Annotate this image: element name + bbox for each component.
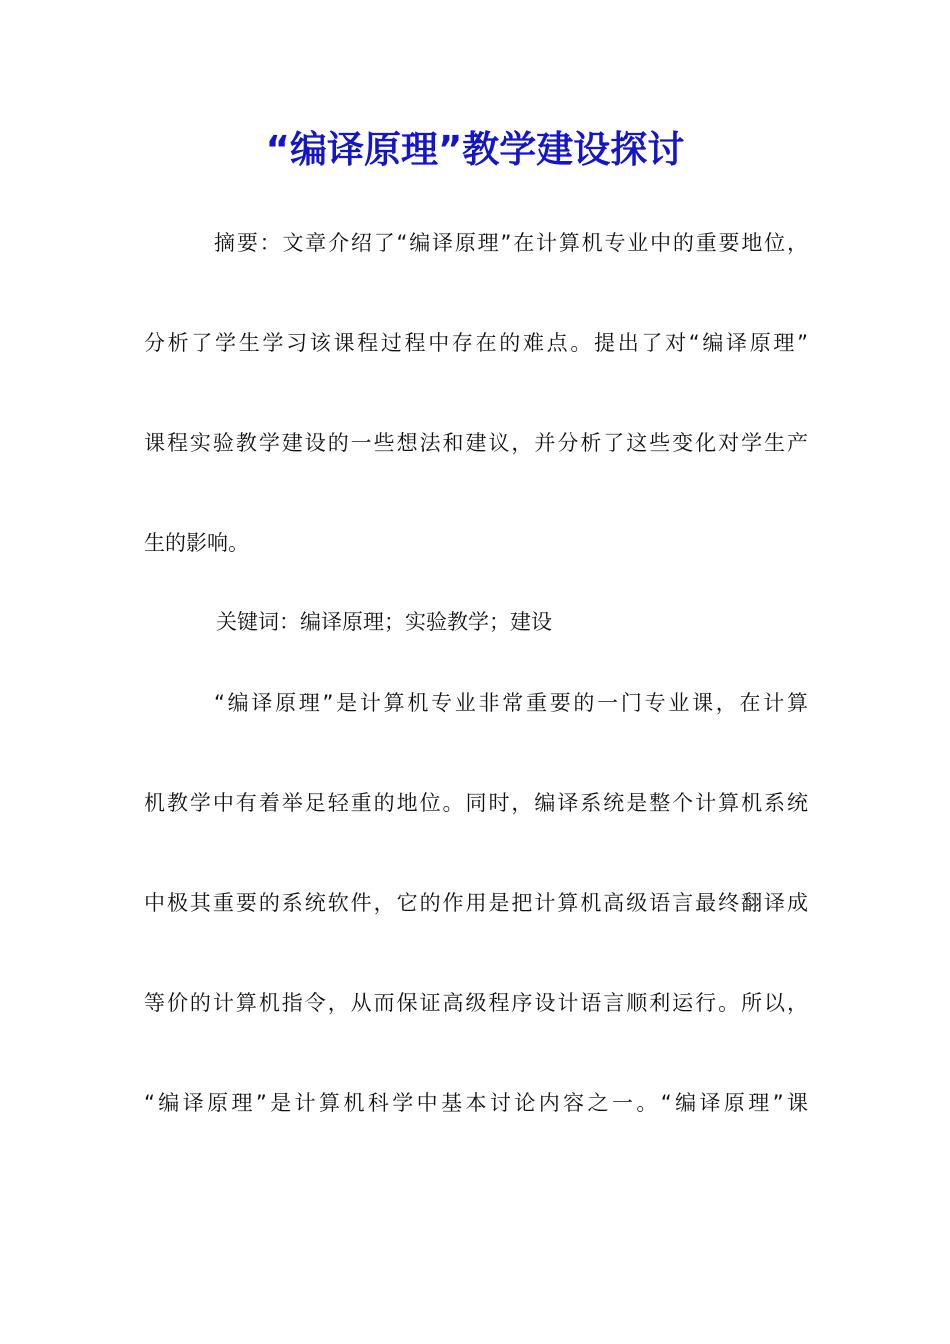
abstract-line-1: 摘要：文章介绍了“编译原理”在计算机专业中的重要地位， (214, 231, 808, 255)
abstract-line-2: 分析了学生学习该课程过程中存在的难点。提出了对“编译原理” (144, 331, 808, 355)
body-line-4: 等价的计算机指令，从而保证高级程序设计语言顺利运行。所以， (144, 991, 808, 1015)
body-line-1: “编译原理”是计算机专业非常重要的一门专业课，在计算 (214, 691, 808, 715)
body-line-3: 中极其重要的系统软件，它的作用是把计算机高级语言最终翻译成 (144, 891, 808, 915)
abstract-line-3: 课程实验教学建设的一些想法和建议，并分析了这些变化对学生产 (144, 431, 808, 455)
body-line-2: 机教学中有着举足轻重的地位。同时，编译系统是整个计算机系统 (144, 791, 808, 815)
abstract-line-4: 生的影响。 (144, 531, 249, 555)
body-line-5: “编译原理”是计算机科学中基本讨论内容之一。“编译原理”课 (144, 1091, 808, 1115)
keywords-line: 关键词：编译原理；实验教学；建设 (216, 610, 552, 634)
document-title: “编译原理”教学建设探讨 (265, 128, 685, 171)
